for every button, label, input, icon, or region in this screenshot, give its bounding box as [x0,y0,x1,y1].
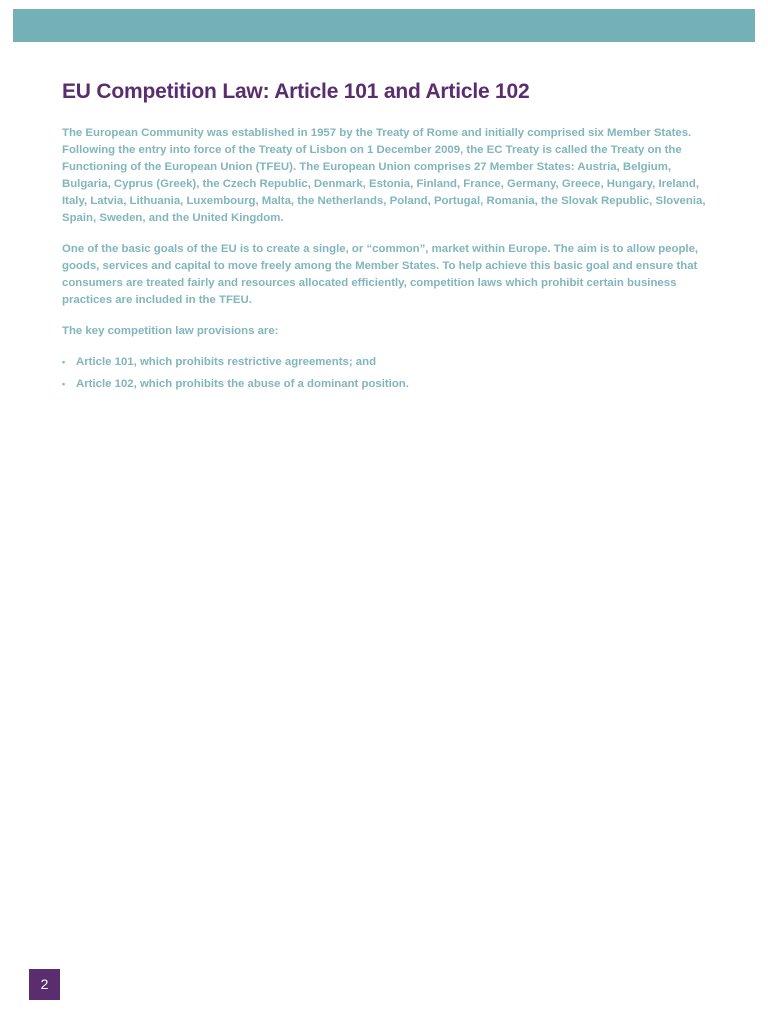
list-item [62,376,710,393]
list-item [62,354,710,371]
list-item-text: Article 102, which prohibits the abuse of a dominant position. [76,378,409,390]
body-content [62,125,710,398]
provisions-list [62,354,710,393]
header-band [13,9,755,42]
list-item-text: Article 101, which prohibits restrictive agreements; and [76,356,377,368]
bullet-icon: • [62,379,66,389]
page-number: 2 [29,969,60,1000]
bullet-icon: • [62,357,66,367]
page-title: EU Competition Law: Article 101 and Article 102 [62,80,530,103]
paragraph-provisions-lead: The key competition law provisions are: [62,325,279,337]
paragraph-goals: One of the basic goals of the EU is to create a single, or “common”, market within Europe. The aim is to allow people, goods, services and capital to move freely among the Member States. To help achieve this basic goal and ensure that consumers are treated fairly and resources allocated efficiently, competition laws which prohibit certain business practices are included in the TFEU. [62,243,699,306]
paragraph-intro: The European Community was established in 1957 by the Treaty of Rome and initially comprised six Member States. Following the entry into force of the Treaty of Lisbon on 1 December 2009, the EC Treaty is called the Treaty on the Functioning of the European Union (TFEU). The European Union comprises 27 Member States: Austria, Belgium, Bulgaria, Cyprus (Greek), the Czech Republic, Denmark, Estonia, Finland, France, Germany, Greece, Hungary, Ireland, Italy, Latvia, Lithuania, Luxembourg, Malta, the Netherlands, Poland, Portugal, Romania, the Slovak Republic, Slovenia, Spain, Sweden, and the United Kingdom. [62,127,706,224]
